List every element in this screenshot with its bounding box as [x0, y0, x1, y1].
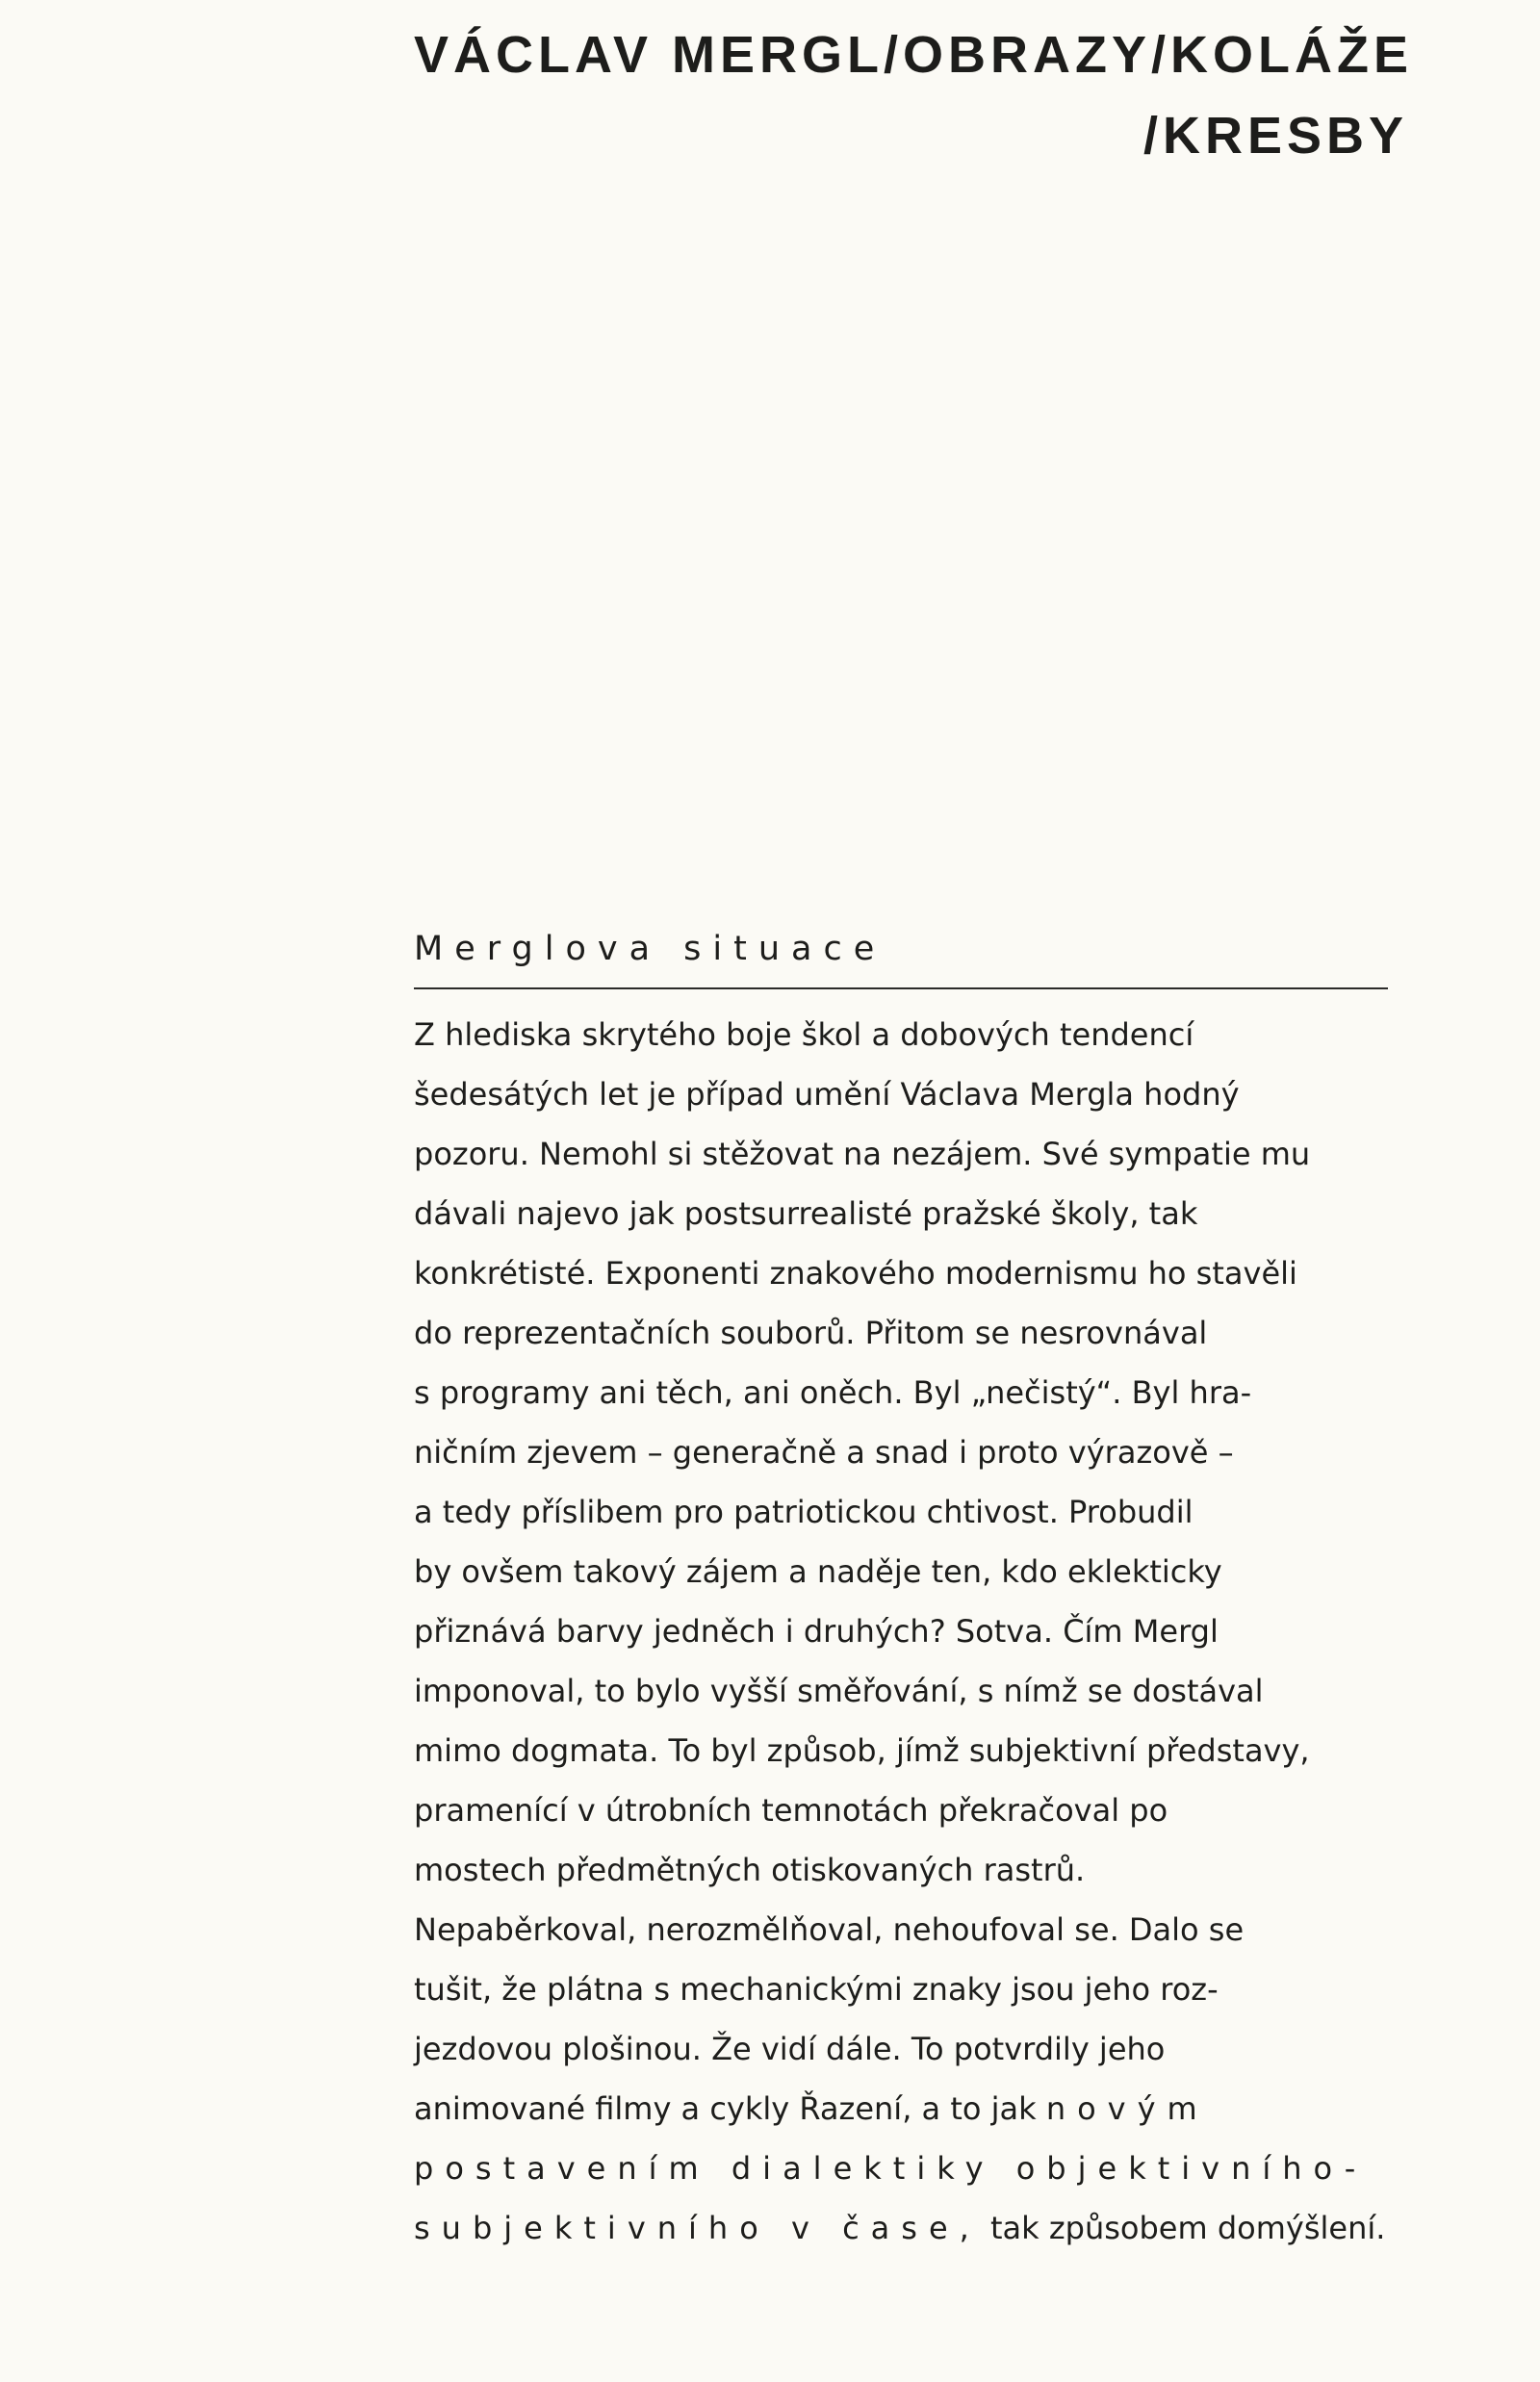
body-text [414, 1005, 1405, 2258]
section-heading: Merglova situace [414, 930, 886, 968]
text-line: by ovšem takový zájem a naděje ten, kdo eklekticky [414, 1553, 1222, 1590]
spaced-text: subjektivního v čase, [414, 2210, 981, 2246]
text-line: Z hlediska skrytého boje škol a dobových tendencí [414, 1016, 1194, 1053]
text-fragment: tak způsobem domýšlení. [980, 2210, 1386, 2246]
text-line: imponoval, to bylo vyšší směřování, s nímž se dostával [414, 1673, 1264, 1709]
text-line: jezdovou plošinou. Že vidí dále. To potvrdily jeho [414, 2031, 1166, 2067]
text-line: do reprezentačních souborů. Přitom se nesrovnával [414, 1315, 1208, 1351]
text-line: ničním zjevem – generačně a snad i proto výrazově – [414, 1434, 1234, 1471]
text-line: Nepaběrkoval, nerozmělňoval, nehoufoval se. Dalo se [414, 1911, 1245, 1948]
text-line: a tedy příslibem pro patriotickou chtivost. Probudil [414, 1494, 1194, 1530]
text-line: pozoru. Nemohl si stěžovat na nezájem. Své sympatie mu [414, 1136, 1311, 1172]
text-line: mostech předmětných otiskovaných rastrů. [414, 1852, 1086, 1888]
text-line: mimo dogmata. To byl způsob, jímž subjektivní představy, [414, 1732, 1310, 1769]
text-line: pramenící v útrobních temnotách překračoval po [414, 1792, 1168, 1829]
text-line: přiznává barvy jedněch i druhých? Sotva. Čím Mergl [414, 1613, 1219, 1650]
title-line-2: /KRESBY [1143, 107, 1409, 165]
spaced-text: novým [1045, 2090, 1209, 2127]
text-line [414, 2079, 1405, 2139]
text-line [414, 2198, 1405, 2258]
text-line: tušit, že plátna s mechanickými znaky jsou jeho roz- [414, 1971, 1219, 2008]
text-line: šedesátých let je případ umění Václava Mergla hodný [414, 1076, 1240, 1113]
title-line-1: VÁCLAV MERGL/OBRAZY/KOLÁŽE [414, 26, 1413, 84]
text-line: konkrétisté. Exponenti znakového modernismu ho stavěli [414, 1255, 1297, 1292]
text-fragment: animované filmy a cykly Řazení, a to jak [414, 2090, 1046, 2127]
text-line: dávali najevo jak postsurrealisté pražské školy, tak [414, 1195, 1198, 1232]
text-line: s programy ani těch, ani oněch. Byl „nečistý“. Byl hra- [414, 1374, 1252, 1411]
text-line: postavením dialektiky objektivního- [414, 2150, 1368, 2187]
heading-rule [414, 987, 1388, 989]
